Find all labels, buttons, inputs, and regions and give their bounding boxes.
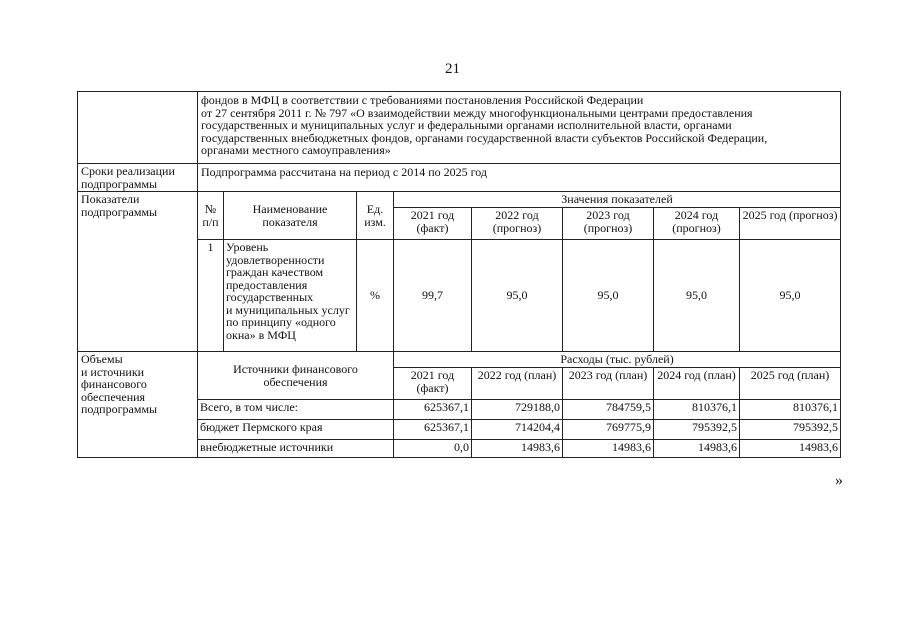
indicator-name-line: и муниципальных услуг bbox=[226, 302, 350, 317]
financing-value-2025: 810376,1 bbox=[740, 400, 841, 420]
financing-label bbox=[78, 352, 198, 458]
intro-row bbox=[78, 92, 841, 164]
page-number: 21 bbox=[445, 61, 460, 77]
financing-label-line: обеспечения bbox=[81, 389, 146, 404]
indicator-unit-header: Ед. изм. bbox=[357, 192, 394, 240]
continuation-mark: » bbox=[835, 472, 843, 489]
indicator-value-2023: 95,0 bbox=[563, 240, 654, 352]
financing-value-2023: 784759,5 bbox=[563, 400, 654, 420]
financing-expenses-header: Расходы (тыс. рублей) bbox=[394, 352, 841, 368]
financing-value-2021: 0,0 bbox=[394, 440, 472, 458]
financing-year-2025: 2025 год (план) bbox=[740, 368, 841, 400]
timeline-value: Подпрограмма рассчитана на период с 2014 по 2025 год bbox=[198, 164, 841, 192]
indicator-year-2021: 2021 год (факт) bbox=[394, 208, 472, 240]
financing-value-2021: 625367,1 bbox=[394, 420, 472, 440]
timeline-row bbox=[78, 164, 841, 192]
indicator-year-2024: 2024 год (прогноз) bbox=[654, 208, 740, 240]
indicator-year-2025: 2025 год (прогноз) bbox=[740, 208, 841, 240]
passport-table bbox=[77, 91, 841, 458]
indicator-year-2022: 2022 год (прогноз) bbox=[472, 208, 563, 240]
indicator-value-2022: 95,0 bbox=[472, 240, 563, 352]
indicator-value-2021: 99,7 bbox=[394, 240, 472, 352]
financing-year-2024: 2024 год (план) bbox=[654, 368, 740, 400]
indicator-value-2024: 95,0 bbox=[654, 240, 740, 352]
financing-value-2023: 769775,9 bbox=[563, 420, 654, 440]
financing-label-line: Объемы bbox=[81, 352, 123, 366]
indicator-name bbox=[224, 240, 357, 352]
intro-line: органами местного самоуправления» bbox=[201, 143, 391, 157]
intro-line: государственных внебюджетных фондов, органами государственной власти субъектов Российской Федерации, bbox=[201, 130, 768, 145]
financing-value-2022: 729188,0 bbox=[472, 400, 563, 420]
indicator-name-line: по принципу «одного bbox=[226, 315, 336, 329]
indicator-name-line: государственных bbox=[226, 290, 314, 304]
indicator-name-line: удовлетворенности bbox=[226, 252, 325, 267]
financing-value-2024: 14983,6 bbox=[654, 440, 740, 458]
indicator-values-header: Значения показателей bbox=[394, 192, 841, 208]
indicator-name-header: Наименование показателя bbox=[224, 192, 357, 240]
financing-value-2023: 14983,6 bbox=[563, 440, 654, 458]
financing-value-2024: 795392,5 bbox=[654, 420, 740, 440]
financing-value-2022: 714204,4 bbox=[472, 420, 563, 440]
intro-line: государственных и муниципальных услуг и федеральными органами исполнительной власти, органами bbox=[201, 118, 732, 132]
indicator-unit: % bbox=[357, 240, 394, 352]
financing-year-2023: 2023 год (план) bbox=[563, 368, 654, 400]
indicator-year-2023: 2023 год (прогноз) bbox=[563, 208, 654, 240]
indicator-name-line: предоставления bbox=[226, 277, 308, 292]
intro-label-cell bbox=[78, 92, 198, 164]
indicator-no-header: № п/п bbox=[198, 192, 224, 240]
financing-label-line: финансового bbox=[81, 377, 147, 391]
financing-label-line: и источники bbox=[81, 364, 145, 379]
indicator-name-line: окна» в МФЦ bbox=[226, 327, 296, 342]
financing-year-2021: 2021 год (факт) bbox=[394, 368, 472, 400]
indicator-name-line: граждан качеством bbox=[226, 265, 324, 279]
financing-year-2022: 2022 год (план) bbox=[472, 368, 563, 400]
timeline-label: Сроки реализации подпрограммы bbox=[78, 164, 198, 192]
financing-value-2024: 810376,1 bbox=[654, 400, 740, 420]
financing-source-header: Источники финансового обеспечения bbox=[198, 352, 394, 400]
intro-paragraph bbox=[198, 92, 841, 164]
indicators-label: Показатели подпрограммы bbox=[78, 192, 198, 352]
financing-source: Всего, в том числе: bbox=[198, 400, 394, 420]
indicator-no: 1 bbox=[198, 240, 224, 352]
financing-source: бюджет Пермского края bbox=[198, 420, 394, 440]
intro-line: фондов в МФЦ в соответствии с требованиями постановления Российской Федерации bbox=[201, 93, 644, 107]
financing-value-2025: 795392,5 bbox=[740, 420, 841, 440]
financing-source: внебюджетные источники bbox=[198, 440, 394, 458]
financing-label-line: подпрограммы bbox=[81, 402, 158, 416]
financing-header-row bbox=[78, 352, 841, 368]
intro-line: от 27 сентября 2011 г. № 797 «О взаимодействии между многофункциональными центрами предоставления bbox=[201, 105, 753, 120]
financing-value-2021: 625367,1 bbox=[394, 400, 472, 420]
indicator-value-2025: 95,0 bbox=[740, 240, 841, 352]
indicator-name-line: Уровень bbox=[226, 240, 269, 254]
financing-value-2022: 14983,6 bbox=[472, 440, 563, 458]
indicators-header-row bbox=[78, 192, 841, 208]
financing-value-2025: 14983,6 bbox=[740, 440, 841, 458]
